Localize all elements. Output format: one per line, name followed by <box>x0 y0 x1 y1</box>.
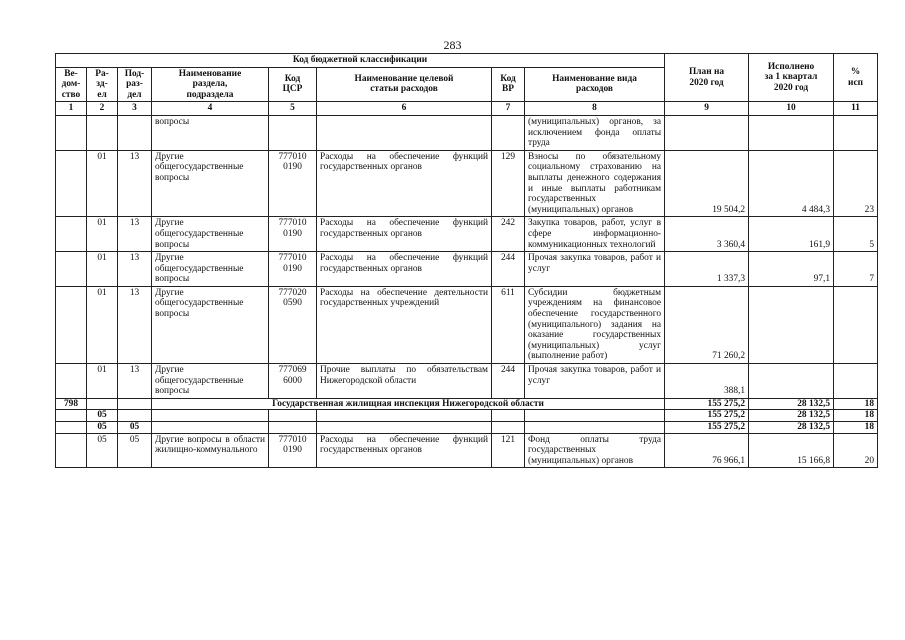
cell-expense <box>525 422 665 434</box>
agency-title: Государственная жилищная инспекция Нижегородской области <box>152 398 665 410</box>
cell-razdel <box>87 115 118 150</box>
column-number: 9 <box>665 102 749 116</box>
cell-target: Расходы на обеспечение функций государственных органов <box>317 150 492 217</box>
header-target-name: Наименование целевой статьи расходов <box>317 67 492 102</box>
cell-podrazdel <box>118 410 152 422</box>
header-plan: План на 2020 год <box>665 54 749 102</box>
cell-expense: (муниципальных) органов, за исключением фонда оплаты труда <box>525 115 665 150</box>
cell-razdel: 01 <box>87 150 118 217</box>
cell-plan: 71 260,2 <box>665 286 749 363</box>
cell-ved <box>56 422 87 434</box>
header-csr: Код ЦСР <box>269 67 317 102</box>
cell-plan: 388,1 <box>665 364 749 399</box>
cell-ved: 798 <box>56 398 87 410</box>
cell-ved <box>56 217 87 252</box>
column-number: 1 <box>56 102 87 116</box>
cell-executed: 28 132,5 <box>749 422 834 434</box>
cell-vr: 244 <box>492 252 525 287</box>
column-number: 5 <box>269 102 317 116</box>
header-expense-type: Наименование вида расходов <box>525 67 665 102</box>
cell-csr: 777069 6000 <box>269 364 317 399</box>
cell-percent: 23 <box>834 150 878 217</box>
cell-plan: 3 360,4 <box>665 217 749 252</box>
cell-podrazdel: 13 <box>118 150 152 217</box>
cell-expense <box>525 410 665 422</box>
table-row <box>56 217 878 252</box>
cell-podrazdel: 05 <box>118 433 152 468</box>
column-number: 2 <box>87 102 118 116</box>
cell-vr: 129 <box>492 150 525 217</box>
cell-razdel: 05 <box>87 433 118 468</box>
cell-razdel: 01 <box>87 286 118 363</box>
cell-podrazdel: 13 <box>118 364 152 399</box>
cell-plan: 155 275,2 <box>665 422 749 434</box>
page-number: 283 <box>443 38 462 52</box>
cell-executed <box>749 286 834 363</box>
cell-csr: 777010 0190 <box>269 150 317 217</box>
cell-target: Расходы на обеспечение функций государственных органов <box>317 433 492 468</box>
cell-csr: 777010 0190 <box>269 217 317 252</box>
cell-razdel <box>87 398 118 410</box>
cell-executed <box>749 115 834 150</box>
column-number: 10 <box>749 102 834 116</box>
cell-ved <box>56 252 87 287</box>
cell-csr <box>269 410 317 422</box>
cell-razdel-name: Другие общегосударственные вопросы <box>152 252 269 287</box>
cell-vr <box>492 410 525 422</box>
cell-percent: 18 <box>834 398 878 410</box>
cell-razdel-name: Другие общегосударственные вопросы <box>152 217 269 252</box>
cell-target <box>317 422 492 434</box>
table-row <box>56 115 878 150</box>
cell-percent: 18 <box>834 422 878 434</box>
cell-razdel: 01 <box>87 252 118 287</box>
cell-expense: Фонд оплаты труда государственных (муниципальных) органов <box>525 433 665 468</box>
cell-podrazdel: 13 <box>118 217 152 252</box>
cell-executed <box>749 364 834 399</box>
cell-csr <box>269 422 317 434</box>
cell-csr: 777020 0590 <box>269 286 317 363</box>
cell-percent: 18 <box>834 410 878 422</box>
cell-plan: 155 275,2 <box>665 410 749 422</box>
cell-csr: 777010 0190 <box>269 252 317 287</box>
cell-executed: 28 132,5 <box>749 410 834 422</box>
cell-executed: 4 484,3 <box>749 150 834 217</box>
cell-plan: 19 504,2 <box>665 150 749 217</box>
cell-target: Расходы на обеспечение деятельности государственных учреждений <box>317 286 492 363</box>
cell-ved <box>56 410 87 422</box>
column-number: 4 <box>152 102 269 116</box>
cell-percent <box>834 286 878 363</box>
cell-razdel-name: Другие общегосударственные вопросы <box>152 364 269 399</box>
cell-expense: Закупка товаров, работ, услуг в сфере информационно-коммуникационных технологий <box>525 217 665 252</box>
cell-razdel-name <box>152 422 269 434</box>
cell-vr: 244 <box>492 364 525 399</box>
budget-table <box>55 53 878 468</box>
table-row <box>56 433 878 468</box>
summary-row <box>56 422 878 434</box>
cell-ved <box>56 364 87 399</box>
cell-razdel: 05 <box>87 422 118 434</box>
cell-percent <box>834 115 878 150</box>
header-group: Код бюджетной классификации <box>56 54 665 68</box>
cell-podrazdel: 05 <box>118 422 152 434</box>
header-vr: Код ВР <box>492 67 525 102</box>
column-number: 6 <box>317 102 492 116</box>
cell-razdel-name: Другие общегосударственные вопросы <box>152 286 269 363</box>
summary-row <box>56 398 878 410</box>
cell-vr <box>492 422 525 434</box>
cell-executed: 97,1 <box>749 252 834 287</box>
header-executed: Исполнено за 1 квартал 2020 год <box>749 54 834 102</box>
cell-ved <box>56 286 87 363</box>
cell-plan: 1 337,3 <box>665 252 749 287</box>
header-podrazdel: Под- раз- дел <box>118 67 152 102</box>
cell-razdel: 01 <box>87 364 118 399</box>
cell-plan: 76 966,1 <box>665 433 749 468</box>
cell-percent: 7 <box>834 252 878 287</box>
cell-podrazdel: 13 <box>118 286 152 363</box>
table-row <box>56 252 878 287</box>
cell-ved <box>56 115 87 150</box>
cell-target: Прочие выплаты по обязательствам Нижегородской области <box>317 364 492 399</box>
column-number: 7 <box>492 102 525 116</box>
cell-target: Расходы на обеспечение функций государственных органов <box>317 217 492 252</box>
cell-expense: Прочая закупка товаров, работ и услуг <box>525 364 665 399</box>
cell-razdel-name: Другие вопросы в области жилищно-коммунального <box>152 433 269 468</box>
cell-csr: 777010 0190 <box>269 433 317 468</box>
header-vedomstvo: Ве- дом- ство <box>56 67 87 102</box>
column-number: 11 <box>834 102 878 116</box>
cell-expense: Взносы по обязательному социальному страхованию на выплаты денежного содержания и иные выплаты работникам государственных (муниципальных) органов <box>525 150 665 217</box>
cell-executed: 15 166,8 <box>749 433 834 468</box>
header-razdel: Ра- зд- ел <box>87 67 118 102</box>
cell-podrazdel: 13 <box>118 252 152 287</box>
cell-target <box>317 410 492 422</box>
cell-target: Расходы на обеспечение функций государственных органов <box>317 252 492 287</box>
cell-percent <box>834 364 878 399</box>
cell-target <box>317 115 492 150</box>
cell-razdel-name: вопросы <box>152 115 269 150</box>
cell-csr <box>269 115 317 150</box>
cell-razdel: 05 <box>87 410 118 422</box>
table-row <box>56 286 878 363</box>
cell-executed: 28 132,5 <box>749 398 834 410</box>
cell-executed: 161,9 <box>749 217 834 252</box>
header-percent: % исп <box>834 54 878 102</box>
cell-razdel-name: Другие общегосударственные вопросы <box>152 150 269 217</box>
cell-vr: 121 <box>492 433 525 468</box>
table-row <box>56 364 878 399</box>
cell-percent: 5 <box>834 217 878 252</box>
cell-percent: 20 <box>834 433 878 468</box>
cell-podrazdel <box>118 115 152 150</box>
header-razdel-name: Наименование раздела, подраздела <box>152 67 269 102</box>
cell-expense: Прочая закупка товаров, работ и услуг <box>525 252 665 287</box>
cell-expense: Субсидии бюджетным учреждениям на финансовое обеспечение государственного (муниципального) задания на оказание государственных (муниципальных) услуг (выполнение работ) <box>525 286 665 363</box>
cell-ved <box>56 433 87 468</box>
summary-row <box>56 410 878 422</box>
cell-ved <box>56 150 87 217</box>
cell-vr: 611 <box>492 286 525 363</box>
cell-plan: 155 275,2 <box>665 398 749 410</box>
table-row <box>56 150 878 217</box>
column-number: 8 <box>525 102 665 116</box>
cell-vr <box>492 115 525 150</box>
cell-razdel: 01 <box>87 217 118 252</box>
cell-razdel-name <box>152 410 269 422</box>
cell-podrazdel <box>118 398 152 410</box>
cell-vr: 242 <box>492 217 525 252</box>
cell-plan <box>665 115 749 150</box>
column-number: 3 <box>118 102 152 116</box>
